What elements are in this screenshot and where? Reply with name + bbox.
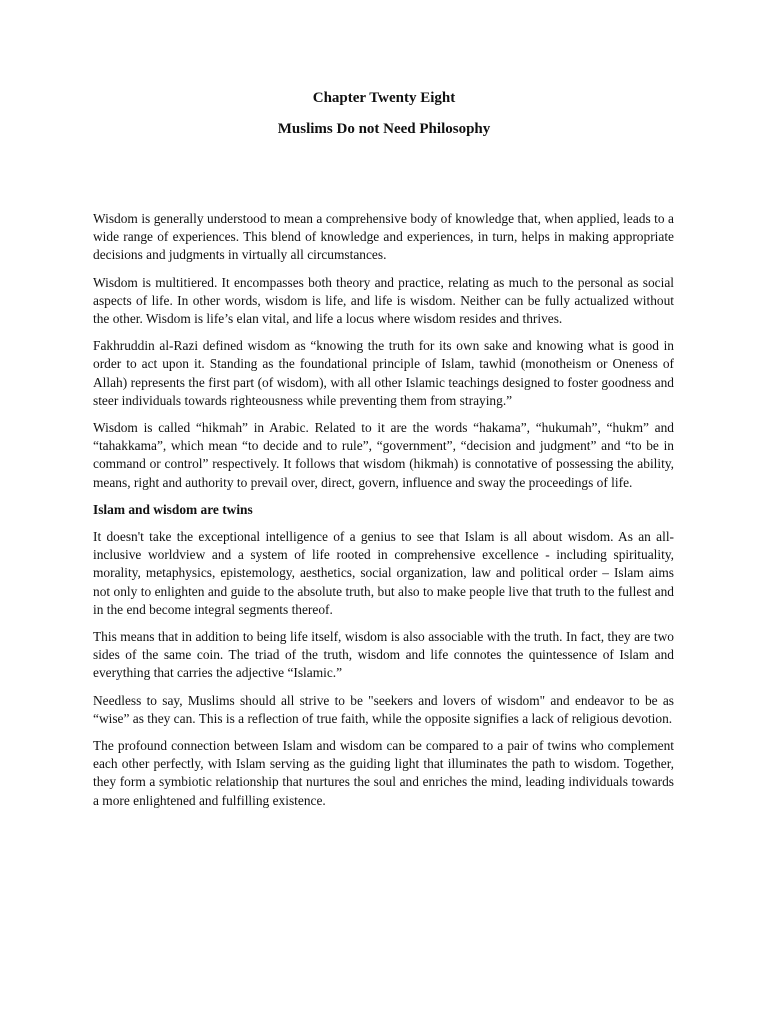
paragraph: It doesn't take the exceptional intelligence of a genius to see that Islam is all about wisdom. As an all-inclusive worldview and a system of life rooted in comprehensive excellence - including spirituality, morality, metaphysics, epistemology, aesthetics, social organization, law and political order – Islam aims not only to enlighten and guide to the absolute truth, but also to make people live that truth to the fullest and in the end become integral segments thereof. <box>93 529 674 617</box>
paragraph: Needless to say, Muslims should all strive to be "seekers and lovers of wisdom" and endeavor to be as “wise” as they can. This is a reflection of true faith, while the opposite signifies a lack of religious devotion. <box>93 692 674 726</box>
paragraph: Wisdom is generally understood to mean a comprehensive body of knowledge that, when applied, leads to a wide range of experiences. This blend of knowledge and experiences, in turn, helps in making appropriate decisions and judgments in virtually all circumstances. <box>93 211 674 263</box>
section-heading: Islam and wisdom are twins <box>93 501 253 517</box>
chapter-body <box>93 210 674 819</box>
paragraph: The profound connection between Islam and wisdom can be compared to a pair of twins who complement each other perfectly, with Islam serving as the guiding light that illuminates the path to wisdom. Together, they form a symbiotic relationship that nurtures the soul and enriches the mind, leading individuals towards a more enlightened and fulfilling existence. <box>93 738 674 808</box>
chapter-number: Chapter Twenty Eight <box>312 90 456 106</box>
paragraph: This means that in addition to being life itself, wisdom is also associable with the truth. In fact, they are two sides of the same coin. The triad of the truth, wisdom and life connotes the quintessence of Islam and everything that carries the adjective “Islamic.” <box>93 629 674 681</box>
paragraph: Wisdom is multitiered. It encompasses both theory and practice, relating as much to the personal as social aspects of life. In other words, wisdom is life, and life is wisdom. Neither can be fully actualized without the other. Wisdom is life’s elan vital, and life a locus where wisdom resides and thrives. <box>93 274 674 327</box>
chapter-title: Muslims Do not Need Philosophy <box>277 121 491 137</box>
paragraph: Wisdom is called “hikmah” in Arabic. Related to it are the words “hakama”, “hukumah”, “hukm” and “tahakkama”, which mean “to decide and to rule”, “government”, “decision and judgment” and “to be in command or control” respectively. It follows that wisdom (hikmah) is connotative of possessing the ability, means, right and authority to prevail over, direct, govern, influence and sway the proceedings of life. <box>93 420 674 490</box>
paragraph: Fakhruddin al-Razi defined wisdom as “knowing the truth for its own sake and knowing what is good in order to act upon it. Standing as the foundational principle of Islam, tawhid (monotheism or Oneness of Allah) represents the first part (of wisdom), with all other Islamic teachings designed to foster goodness and steer individuals towards righteousness while preventing them from straying.” <box>93 338 674 408</box>
